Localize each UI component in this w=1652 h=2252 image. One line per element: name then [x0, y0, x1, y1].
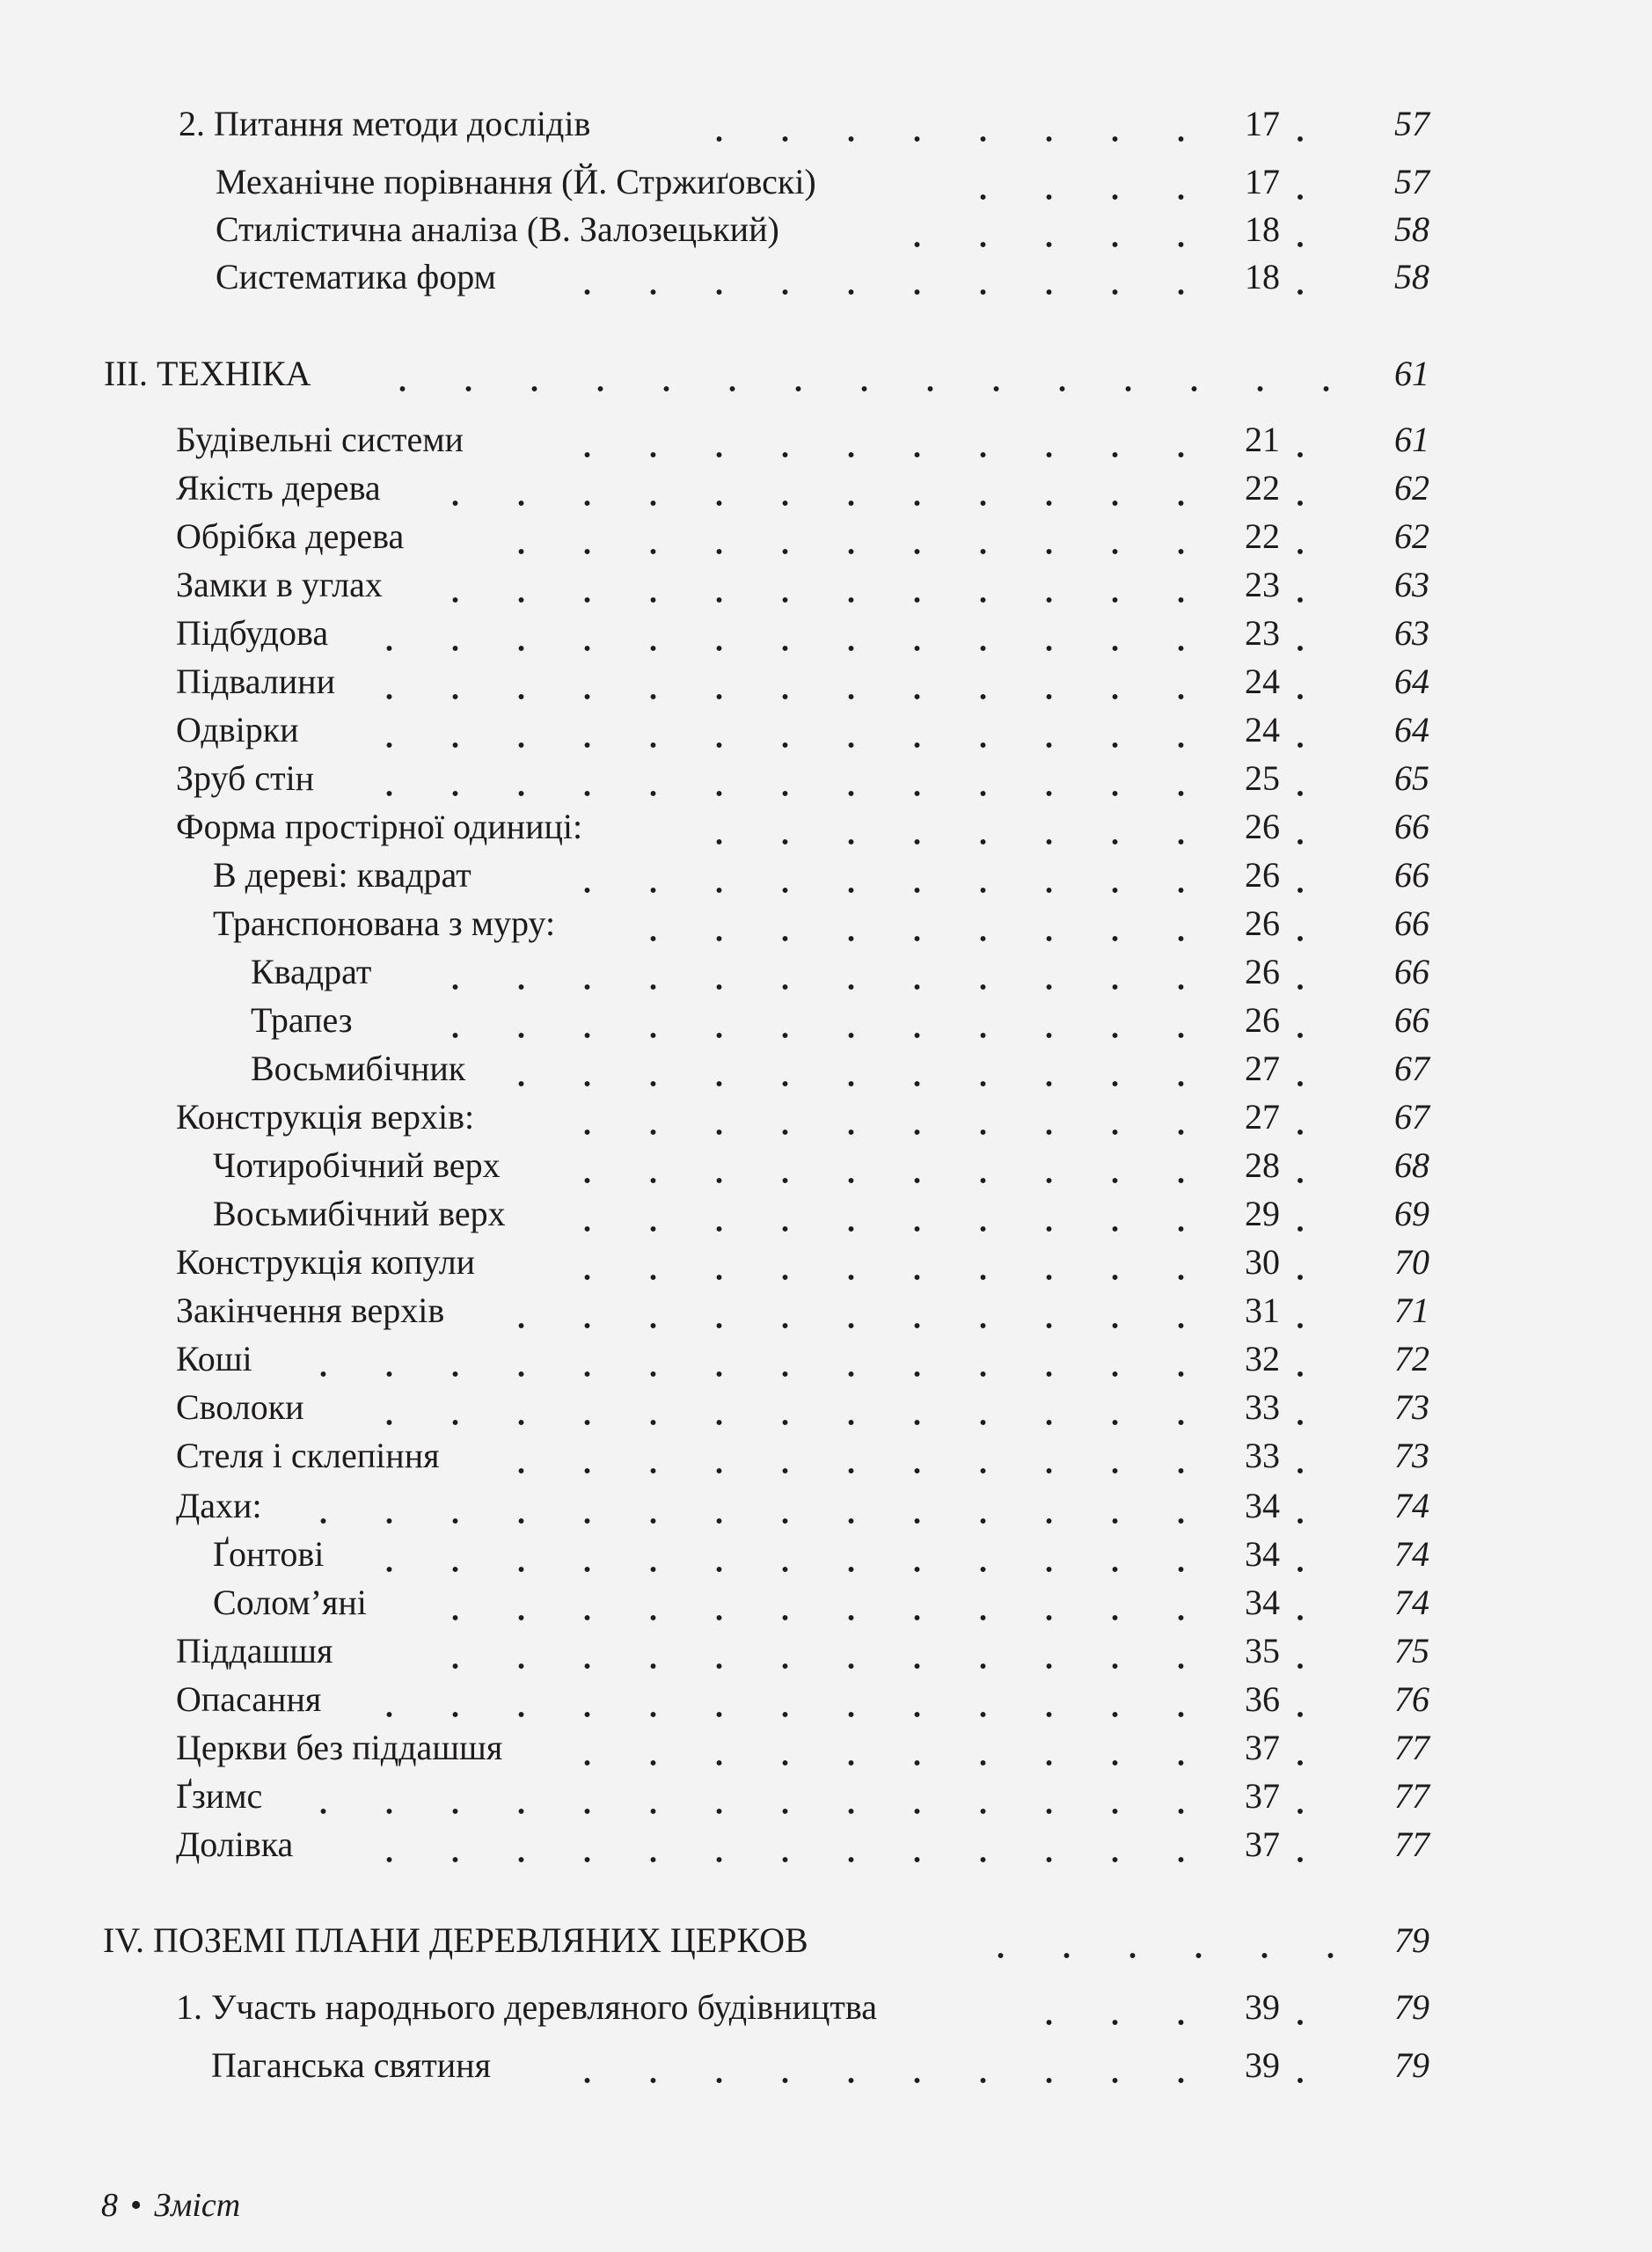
toc-page-number-secondary: 58 — [1394, 257, 1429, 296]
toc-entry-title: Якість дерева — [176, 468, 381, 508]
toc-page-number-secondary: 67 — [1394, 1097, 1429, 1137]
toc-entry-title: 1. Участь народнього деревляного будівництва — [176, 1987, 877, 2027]
leader-dots — [554, 1144, 1214, 1188]
toc-entry-title: Паганська святиня — [211, 2045, 491, 2085]
toc-entry — [0, 466, 1652, 510]
separator-dot — [1291, 1240, 1309, 1284]
toc-page-number: 24 — [1245, 710, 1280, 749]
toc-entry — [0, 102, 1652, 146]
toc-page-number: 18 — [1245, 209, 1280, 249]
toc-page-number-secondary: 57 — [1394, 162, 1429, 201]
toc-page-number: 26 — [1245, 807, 1280, 846]
separator-dot — [1291, 1532, 1309, 1576]
leader-dots — [554, 418, 1214, 462]
toc-entry — [0, 1985, 1652, 2029]
toc-entry-title: Восьмибічник — [251, 1049, 466, 1088]
separator-dot — [1291, 1337, 1309, 1381]
toc-entry-title: Опасання — [176, 1679, 322, 1719]
toc-page-number-secondary: 68 — [1394, 1145, 1429, 1185]
toc-entry-title: Солом’яні — [213, 1583, 367, 1622]
toc-page-number-secondary: 73 — [1394, 1387, 1429, 1427]
leader-dots — [686, 805, 1214, 849]
toc-entry-title: Піддашшя — [176, 1631, 333, 1671]
footer-section-title: Зміст — [154, 2187, 241, 2224]
leader-dots — [422, 466, 1214, 510]
toc-entry — [0, 1337, 1652, 1381]
toc-entry — [0, 1532, 1652, 1576]
toc-entry — [0, 950, 1652, 994]
separator-dot — [1291, 1823, 1309, 1867]
separator-dot — [1291, 466, 1309, 510]
toc-page-number-secondary: 79 — [1394, 1987, 1429, 2027]
leader-dots — [422, 950, 1214, 994]
toc-entry — [0, 805, 1652, 849]
toc-entry — [0, 1823, 1652, 1867]
separator-dot — [1291, 1386, 1309, 1429]
toc-page-number: 37 — [1245, 1728, 1280, 1767]
toc-entry-title: 2. Питання методи дослідів — [179, 104, 591, 143]
toc-page-number-secondary: 72 — [1394, 1339, 1429, 1378]
toc-page-number-secondary: 66 — [1394, 903, 1429, 943]
leader-dots — [686, 102, 1214, 146]
toc-entry-title: Трапез — [251, 1000, 353, 1040]
leader-dots — [356, 1823, 1214, 1867]
toc-page-number-secondary: 57 — [1394, 104, 1429, 143]
toc-entry — [0, 1484, 1652, 1528]
toc-entry-title: Коші — [176, 1339, 252, 1378]
leader-dots — [369, 352, 1359, 396]
separator-dot — [1291, 1629, 1309, 1673]
toc-page-number: 25 — [1245, 758, 1280, 798]
leader-dots — [422, 998, 1214, 1042]
toc-entry — [0, 1629, 1652, 1673]
toc-entry — [0, 1774, 1652, 1818]
toc-entry — [0, 1047, 1652, 1091]
leader-dots — [356, 757, 1214, 801]
toc-page-number-secondary: 65 — [1394, 758, 1429, 798]
toc-page-number-secondary: 66 — [1394, 1000, 1429, 1040]
toc-page-number: 27 — [1245, 1097, 1280, 1137]
toc-page-number: 23 — [1245, 613, 1280, 653]
separator-dot — [1291, 902, 1309, 946]
separator-dot — [1291, 515, 1309, 559]
toc-entry — [0, 563, 1652, 607]
leader-dots — [488, 1289, 1214, 1333]
toc-entry-title: Долівка — [176, 1824, 294, 1864]
toc-page-number: 34 — [1245, 1486, 1280, 1525]
toc-entry-title: Обрібка дерева — [176, 516, 405, 556]
toc-page-number-secondary: 63 — [1394, 565, 1429, 604]
leader-dots — [554, 1192, 1214, 1236]
toc-entry-title: Систематика форм — [216, 257, 496, 296]
toc-page-number-secondary: 73 — [1394, 1436, 1429, 1475]
toc-page-number: 26 — [1245, 903, 1280, 943]
toc-page-number-secondary: 77 — [1394, 1776, 1429, 1816]
toc-entry-title: Замки в углах — [176, 565, 383, 604]
separator-dot — [1291, 757, 1309, 801]
toc-entry — [0, 418, 1652, 462]
toc-entry-title: Закінчення верхів — [176, 1291, 445, 1330]
toc-page-number-secondary: 79 — [1394, 1920, 1429, 1960]
leader-dots — [356, 611, 1214, 655]
toc-entry-title: Церкви без піддашшя — [176, 1728, 503, 1767]
leader-dots — [356, 660, 1214, 704]
toc-entry-title: В дереві: квадрат — [213, 855, 471, 895]
toc-entry — [0, 1240, 1652, 1284]
toc-entry — [0, 708, 1652, 752]
toc-page-number: 36 — [1245, 1679, 1280, 1719]
leader-dots — [968, 1919, 1363, 1963]
separator-dot — [1291, 998, 1309, 1042]
toc-entry — [0, 853, 1652, 897]
toc-entry — [0, 208, 1652, 252]
page-footer — [101, 2183, 240, 2227]
leader-dots — [488, 1047, 1214, 1091]
toc-page-number-secondary: 74 — [1394, 1583, 1429, 1622]
toc-entry-title: IV. ПОЗЕМІ ПЛАНИ ДЕРЕВЛЯНИХ ЦЕРКОВ — [103, 1920, 808, 1960]
leader-dots — [554, 1240, 1214, 1284]
toc-entry-title: Дахи: — [176, 1486, 262, 1525]
leader-dots — [356, 1386, 1214, 1429]
toc-page-number-secondary: 66 — [1394, 855, 1429, 895]
separator-dot — [1291, 563, 1309, 607]
toc-entry — [0, 1581, 1652, 1625]
toc-entry — [0, 1144, 1652, 1188]
toc-page-number-secondary: 71 — [1394, 1291, 1429, 1330]
separator-dot — [1291, 2044, 1309, 2087]
toc-page-number: 28 — [1245, 1145, 1280, 1185]
separator-dot — [1291, 1726, 1309, 1770]
separator-dot — [1291, 1144, 1309, 1188]
toc-entry-title: III. ТЕХНІКА — [104, 354, 311, 393]
toc-page-number: 31 — [1245, 1291, 1280, 1330]
toc-entry — [0, 255, 1652, 299]
toc-entry-title: Сволоки — [176, 1387, 304, 1427]
leader-dots — [1016, 1985, 1214, 2029]
leader-dots — [950, 160, 1214, 204]
toc-entry — [0, 1386, 1652, 1429]
toc-page-number: 34 — [1245, 1534, 1280, 1574]
toc-entry-title: Стеля і склепіння — [176, 1436, 440, 1475]
separator-dot — [1291, 1774, 1309, 1818]
toc-entry-title: Будівельні системи — [176, 420, 464, 459]
leader-dots — [620, 902, 1214, 946]
toc-page-number-secondary: 61 — [1394, 420, 1429, 459]
leader-dots — [422, 1581, 1214, 1625]
leader-dots — [356, 1532, 1214, 1576]
toc-page-number: 26 — [1245, 1000, 1280, 1040]
toc-entry-title: Транспонована з муру: — [213, 903, 556, 943]
toc-entry-title: Одвірки — [176, 710, 299, 749]
footer-bullet: • — [130, 2187, 143, 2224]
leader-dots — [488, 1434, 1214, 1478]
toc-page-number: 17 — [1245, 104, 1280, 143]
toc-page-number: 39 — [1245, 1987, 1280, 2027]
toc-page-number: 22 — [1245, 516, 1280, 556]
toc-page-number-secondary: 63 — [1394, 613, 1429, 653]
toc-entry — [0, 757, 1652, 801]
toc-entry — [0, 160, 1652, 204]
toc-entry — [0, 1434, 1652, 1478]
toc-page-number-secondary: 75 — [1394, 1631, 1429, 1671]
leader-dots — [422, 563, 1214, 607]
toc-entry-title: Конструкція верхів: — [176, 1097, 475, 1137]
toc-section-heading — [0, 352, 1652, 396]
toc-page-number-secondary: 66 — [1394, 952, 1429, 991]
toc-page-number: 21 — [1245, 420, 1280, 459]
separator-dot — [1291, 853, 1309, 897]
toc-page-number-secondary: 58 — [1394, 209, 1429, 249]
leader-dots — [356, 1678, 1214, 1722]
toc-entry — [0, 611, 1652, 655]
separator-dot — [1291, 1985, 1309, 2029]
toc-page-number: 27 — [1245, 1049, 1280, 1088]
leader-dots — [554, 2044, 1214, 2087]
toc-page-number: 39 — [1245, 2045, 1280, 2085]
toc-page-number-secondary: 74 — [1394, 1486, 1429, 1525]
toc-entry — [0, 902, 1652, 946]
toc-entry-title: Квадрат — [251, 952, 372, 991]
toc-entry — [0, 1678, 1652, 1722]
toc-section-heading — [0, 1919, 1652, 1963]
toc-page-number-secondary: 70 — [1394, 1242, 1429, 1282]
toc-page-number-secondary: 69 — [1394, 1194, 1429, 1233]
leader-dots — [884, 208, 1214, 252]
separator-dot — [1291, 255, 1309, 299]
toc-entry-title: Підбудова — [176, 613, 329, 653]
toc-entry-title: Підвалини — [176, 662, 335, 701]
toc-page-number: 18 — [1245, 257, 1280, 296]
separator-dot — [1291, 1047, 1309, 1091]
toc-page-number: 30 — [1245, 1242, 1280, 1282]
toc-page-number-secondary: 64 — [1394, 662, 1429, 701]
separator-dot — [1291, 1095, 1309, 1139]
toc-page-number-secondary: 62 — [1394, 468, 1429, 508]
toc-entry-title: Форма простірної одиниці: — [176, 807, 583, 846]
leader-dots — [554, 1726, 1214, 1770]
leader-dots — [356, 708, 1214, 752]
toc-page-number-secondary: 67 — [1394, 1049, 1429, 1088]
toc-page-number: 34 — [1245, 1583, 1280, 1622]
toc-page-number: 26 — [1245, 855, 1280, 895]
toc-entry-title: Зруб стін — [176, 758, 315, 798]
separator-dot — [1291, 418, 1309, 462]
toc-page-number-secondary: 66 — [1394, 807, 1429, 846]
leader-dots — [290, 1774, 1214, 1818]
toc-page-number-secondary: 76 — [1394, 1679, 1429, 1719]
toc-entry — [0, 1095, 1652, 1139]
toc-page-number-secondary: 77 — [1394, 1728, 1429, 1767]
separator-dot — [1291, 660, 1309, 704]
separator-dot — [1291, 611, 1309, 655]
separator-dot — [1291, 1678, 1309, 1722]
separator-dot — [1291, 805, 1309, 849]
toc-entry — [0, 1726, 1652, 1770]
toc-page-number-secondary: 61 — [1394, 354, 1429, 393]
separator-dot — [1291, 1581, 1309, 1625]
separator-dot — [1291, 1289, 1309, 1333]
separator-dot — [1291, 1484, 1309, 1528]
toc-page-number: 17 — [1245, 162, 1280, 201]
separator-dot — [1291, 1434, 1309, 1478]
toc-page-number: 37 — [1245, 1824, 1280, 1864]
toc-entry-title: Чотиробічний верх — [213, 1145, 501, 1185]
separator-dot — [1291, 950, 1309, 994]
toc-page-number: 32 — [1245, 1339, 1280, 1378]
toc-entry-title: Ґонтові — [213, 1534, 325, 1574]
toc-page-number: 33 — [1245, 1387, 1280, 1427]
toc-page-number: 23 — [1245, 565, 1280, 604]
toc-page-number-secondary: 62 — [1394, 516, 1429, 556]
toc-entry-title: Конструкція копули — [176, 1242, 476, 1282]
separator-dot — [1291, 208, 1309, 252]
separator-dot — [1291, 160, 1309, 204]
toc-page-number-secondary: 79 — [1394, 2045, 1429, 2085]
toc-entry-title: Механічне порівнання (Й. Стржиґовскі) — [216, 162, 816, 201]
leader-dots — [290, 1337, 1214, 1381]
toc-entry-title: Восьмибічний верх — [213, 1194, 506, 1233]
footer-page-number: 8 — [101, 2187, 118, 2224]
toc-entry — [0, 515, 1652, 559]
leader-dots — [554, 1095, 1214, 1139]
separator-dot — [1291, 1192, 1309, 1236]
toc-page-number: 24 — [1245, 662, 1280, 701]
separator-dot — [1291, 708, 1309, 752]
toc-page-number-secondary: 74 — [1394, 1534, 1429, 1574]
leader-dots — [290, 1484, 1214, 1528]
leader-dots — [554, 255, 1214, 299]
toc-page-number-secondary: 64 — [1394, 710, 1429, 749]
toc-page-number: 22 — [1245, 468, 1280, 508]
toc-page-number: 29 — [1245, 1194, 1280, 1233]
toc-page-number-secondary: 77 — [1394, 1824, 1429, 1864]
toc-entry — [0, 1192, 1652, 1236]
toc-page-number: 33 — [1245, 1436, 1280, 1475]
separator-dot — [1291, 102, 1309, 146]
leader-dots — [488, 515, 1214, 559]
toc-entry-title: Стилістична аналіза (В. Залозецький) — [216, 209, 779, 249]
toc-page-number: 35 — [1245, 1631, 1280, 1671]
toc-entry — [0, 998, 1652, 1042]
leader-dots — [422, 1629, 1214, 1673]
toc-page-number: 37 — [1245, 1776, 1280, 1816]
toc-entry — [0, 660, 1652, 704]
toc-entry — [0, 2044, 1652, 2087]
toc-page-number: 26 — [1245, 952, 1280, 991]
toc-entry — [0, 1289, 1652, 1333]
leader-dots — [554, 853, 1214, 897]
toc-entry-title: Ґзимс — [176, 1776, 263, 1816]
